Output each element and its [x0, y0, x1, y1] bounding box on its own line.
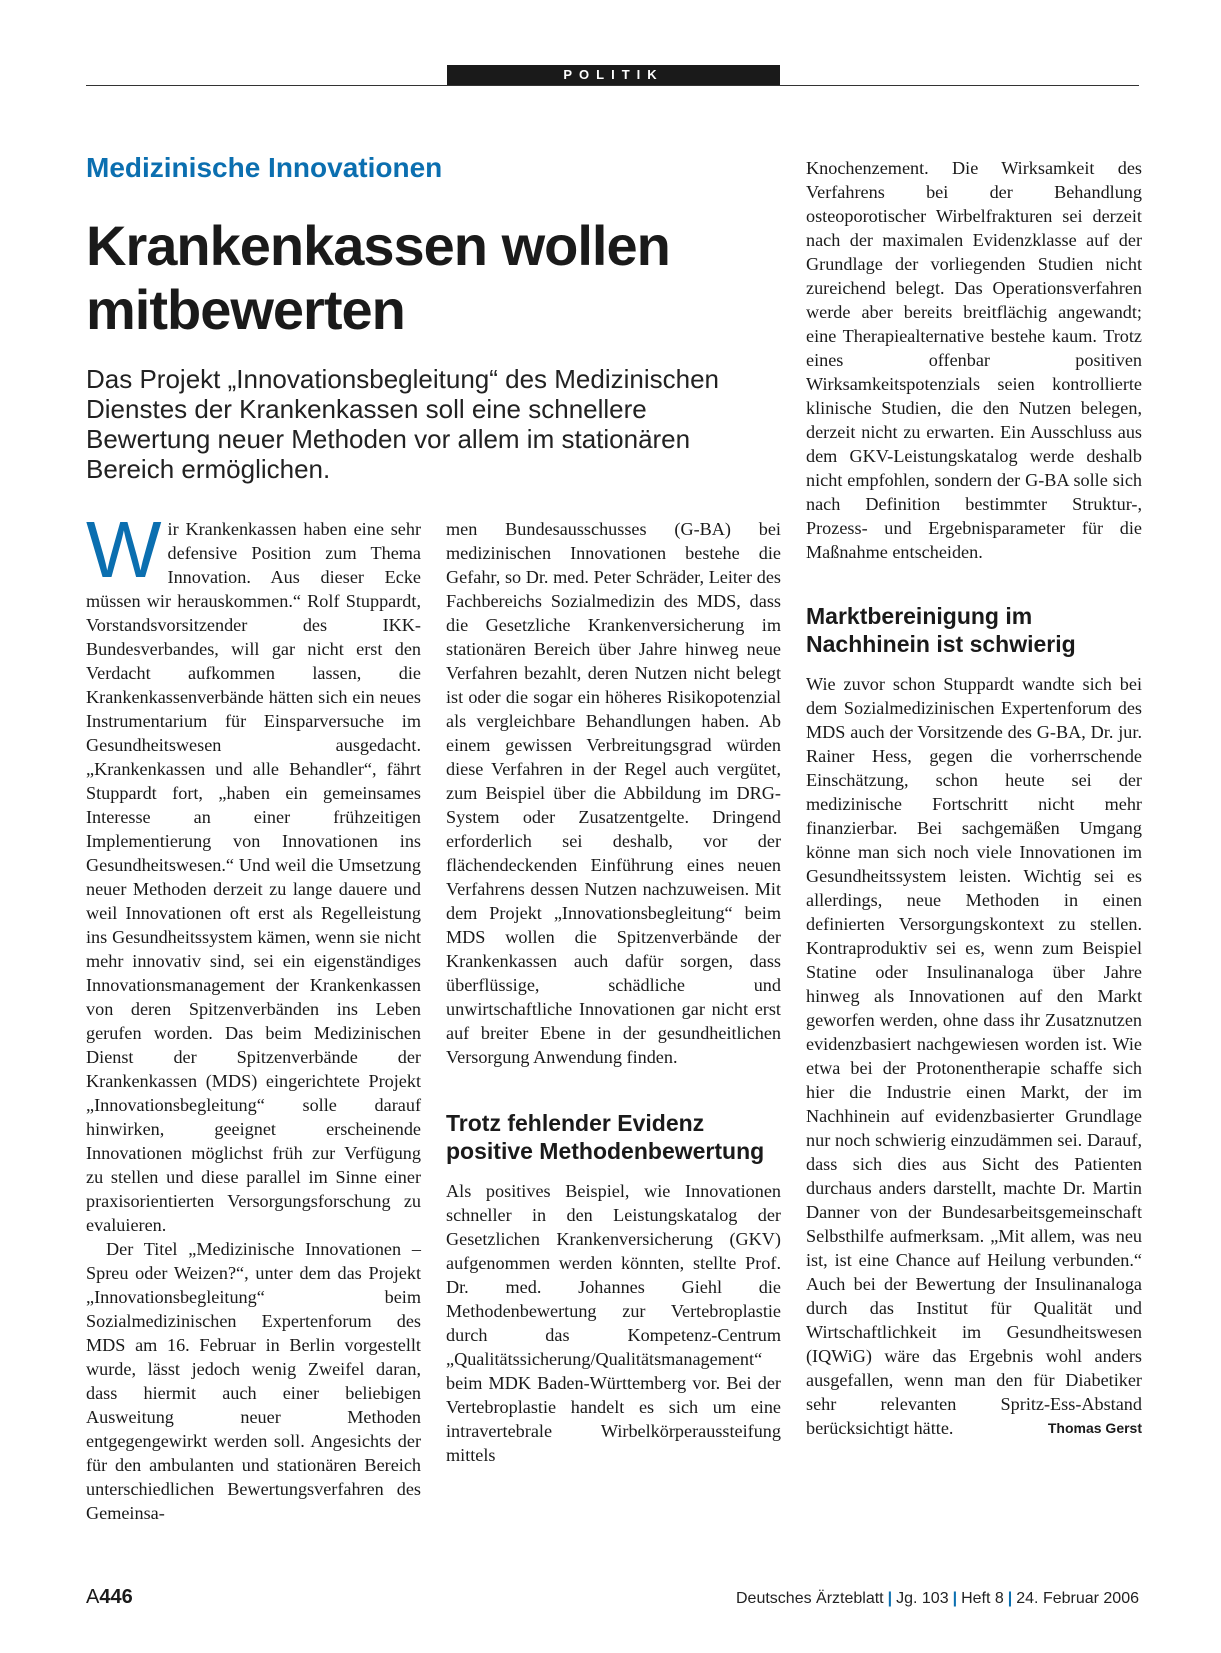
- author-byline: Thomas Gerst: [1047, 1420, 1142, 1436]
- page-prefix: A: [86, 1586, 100, 1608]
- body-paragraph: Knochenzement. Die Wirksamkeit des Verfahrens bei der Behandlung osteoporotischer Wirbelfrakturen sei derzeit nach der maximalen Evidenzklasse auf der Grundlage der vorliegenden Studien nicht zureichend belegt. Das Operationsverfahren werde aber bereits breitflächig angewandt; eine Therapiealternative bestehe kaum. Trotz eines offenbar positiven Wirksamkeitspotenzials seien kontrollierte klinische Studien, die den Nutzen belegen, derzeit nicht zu erwarten. Ein Ausschluss aus dem GKV-Leistungskatalog werde deshalb nicht empfohlen, sondern der G-BA solle sich nach Definition bestimmter Struktur-, Prozess- und Ergebnisparameter für die Maßnahme entscheiden.: [806, 158, 1142, 562]
- separator: |: [1007, 1590, 1013, 1607]
- body-paragraph: men Bundesausschusses (G-BA) bei medizinischen Innovationen bestehe die Gefahr, so Dr. med. Peter Schräder, Leiter des Fachbereichs Sozialmedizin des MDS, dass die Gesetzliche Krankenversicherung im stationären Bereich über Jahre hinweg neue Verfahren bezahlt, deren Nutzen nicht belegt ist oder die sogar ein höheres Risikopotenzial als vergleichbare Behandlungen haben. Ab einem gewissen Verbreitungsgrad würden diese Verfahren in der Regel auch vergütet, zum Beispiel über die Abbildung im DRG-System oder Zusatzentgelte. Dringend erforderlich sei deshalb, vor der flächendeckenden Einführung eines neuen Verfahrens dessen Nutzen nachzuweisen. Mit dem Projekt „Innovationsbegleitung“ beim MDS wollen die Spitzenverbände der Krankenkassen auch dafür sorgen, dass überflüssige, schädliche und unwirtschaftliche Innovationen gar nicht erst auf breiter Ebene in der gesundheitlichen Versorgung Anwendung finden.: [446, 519, 781, 1067]
- separator: |: [952, 1590, 958, 1607]
- journal-name: Deutsches Ärzteblatt: [736, 1590, 884, 1607]
- page-number: [86, 1586, 133, 1609]
- header-rule: [86, 85, 1139, 86]
- article-title: Krankenkassen wollen mitbewerten: [86, 214, 670, 341]
- body-paragraph: Als positives Beispiel, wie Innovationen schneller in den Leistungskatalog der Gesetzlichen Krankenversicherung (GKV) aufgenommen werden könnten, stellte Prof. Dr. med. Johannes Giehl die Methodenbewertung zur Vertebroplastie durch das Kompetenz-Centrum „Qualitätssicherung/Qualitätsmanagement“ beim MDK Baden-Württemberg vor. Bei der Vertebroplastie handelt es sich um eine intravertebrale Wirbelkörperaussteifung mittels: [446, 1181, 781, 1465]
- article-lead: Das Projekt „Innovationsbegleitung“ des Medizinischen Dienstes der Krankenkassen soll eine schnellere Bewertung neuer Methoden vor allem im stationären Bereich ermöglichen.: [86, 364, 720, 484]
- issue-date: 24. Februar 2006: [1016, 1590, 1139, 1607]
- separator: |: [887, 1590, 893, 1607]
- paragraph-text: ir Krankenkassen haben eine sehr defensive Position zum Thema Innovation. Aus dieser Ecke müssen wir herauskommen.“ Rolf Stuppardt, Vorstandsvorsitzender des IKK-Bundesverbandes, will gar nicht erst den Verdacht aufkommen lassen, die Krankenkassenverbände hätten sich ein neues Instrumentarium für Einsparversuche im Gesundheitswesen ausgedacht. „Krankenkassen und alle Behandler“, fährt Stuppardt fort, „haben ein gemeinsames Interesse an einer frühzeitigen Implementierung von Innovationen ins Gesundheitswesen.“ Und weil die Umsetzung neuer Methoden derzeit zu lange dauere und weil Innovationen oft erst als Regelleistung ins Gesundheitssystem kämen, wenn sie nicht mehr innovativ sind, sei ein eigenständiges Innovationsmanagement der Krankenkassen von deren Spitzenverbänden ins Leben gerufen worden. Das beim Medizinischen Dienst der Spitzenverbände der Krankenkassen (MDS) eingerichtete Projekt „Innovationsbegleitung“ solle darauf hinwirken, geeignet erscheinende Innovationen möglichst früh zur Verfügung zu stellen und diese parallel im Sinne einer praxisorientierten Versorgungsforschung zu evaluieren.: [86, 519, 421, 1235]
- volume: Jg. 103: [896, 1590, 949, 1607]
- body-paragraph: [806, 672, 1142, 1440]
- issue: Heft 8: [961, 1590, 1004, 1607]
- drop-cap: W: [86, 505, 162, 594]
- page-number-value: 446: [99, 1586, 133, 1608]
- text-column-3: [806, 156, 1142, 1440]
- text-column-1: [86, 505, 421, 1525]
- article-kicker: Medizinische Innovationen: [86, 152, 443, 183]
- paragraph-text: Wie zuvor schon Stuppardt wandte sich bei dem Sozialmedizinischen Expertenforum des MDS auch der Vorsitzende des G-BA, Dr. jur. Rainer Hess, gegen die vorherrschende Einschätzung, schon heute sei der medizinische Fortschritt nicht mehr finanzierbar. Bei sachgemäßen Umgang könne man sich noch viele Innovationen im Gesundheitssystem leisten. Wichtig sei es allerdings, neue Methoden in einen definierten Versorgungskontext zu stellen. Kontraproduktiv sei es, wenn zum Beispiel Statine oder Insulinanaloga über Jahre hinweg als Innovationen auf den Markt geworfen werden, ohne dass ihr Zusatznutzen evidenzbasiert nachgewiesen worden ist. Wie etwa bei der Protonentherapie schaffe sich hier die Industrie einen Markt, der im Nachhinein auf evidenzbasierter Grundlage nur noch schwierig einzudämmen sei. Darauf, dass sich dies aus Sicht des Patienten durchaus anders darstellt, machte Dr. Martin Danner von der Bundesarbeitsgemeinschaft Selbsthilfe aufmerksam. „Mit allem, was neu ist, ist eine Chance auf Heilung verbunden.“ Auch bei der Bewertung der Insulinanaloga durch das Institut für Qualität und Wirtschaftlichkeit im Gesundheitswesen (IQWiG) wäre das Ergebnis wohl anders ausgefallen, wenn man den für Diabetiker sehr relevanten Spritz-Ess-Abstand berücksichtigt hätte.: [806, 674, 1142, 1438]
- body-paragraph: [86, 505, 421, 1237]
- subheading: Marktbereinigung im Nachhinein ist schwierig: [806, 603, 1076, 657]
- text-column-2: [446, 517, 781, 1467]
- publication-info: [736, 1590, 1139, 1608]
- subheading: Trotz fehlender Evidenz positive Methodenbewertung: [446, 1110, 765, 1164]
- body-paragraph: Der Titel „Medizinische Innovationen – Spreu oder Weizen?“, unter dem das Projekt „Innovationsbegleitung“ beim Sozialmedizinischen Expertenforum des MDS am 16. Februar in Berlin vorgestellt wurde, lässt jedoch wenig Zweifel daran, dass hiermit auch einer beliebigen Ausweitung neuer Methoden entgegengewirkt werden soll. Angesichts der für den ambulanten und stationären Bereich unterschiedlichen Bewertungsverfahren des Gemeinsa-: [86, 1239, 421, 1523]
- section-label: POLITIK: [447, 65, 780, 85]
